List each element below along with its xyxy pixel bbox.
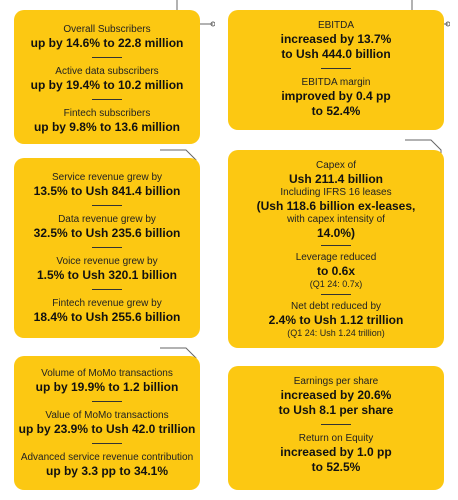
ebitda-value-line1: increased by 13.7% bbox=[280, 32, 392, 46]
capex-intensity-value: 14.0%) bbox=[316, 226, 356, 240]
data-revenue-label: Data revenue grew by bbox=[58, 214, 156, 225]
roe-value-line2: to 52.5% bbox=[311, 460, 361, 474]
ebitda-margin-value-line2: to 52.4% bbox=[311, 104, 361, 118]
eps-value-line2: to Ush 8.1 per share bbox=[278, 403, 394, 417]
divider bbox=[92, 443, 122, 444]
overall-subscribers-label: Overall Subscribers bbox=[63, 24, 151, 35]
momo-value-label: Value of MoMo transactions bbox=[45, 410, 169, 421]
fintech-subscribers-label: Fintech subscribers bbox=[63, 108, 151, 119]
active-data-subscribers-label: Active data subscribers bbox=[55, 66, 159, 77]
fintech-subscribers-value: up by 9.8% to 13.6 million bbox=[33, 120, 181, 134]
ifrs-label: Including IFRS 16 leases bbox=[280, 187, 392, 198]
revenue-card bbox=[14, 158, 200, 338]
roe-label: Return on Equity bbox=[298, 433, 374, 444]
eps-value-line1: increased by 20.6% bbox=[280, 388, 392, 402]
advanced-service-label: Advanced service revenue contribution bbox=[20, 452, 194, 463]
ebitda-card bbox=[228, 10, 444, 130]
divider bbox=[321, 245, 351, 246]
ebitda-margin-value-line1: improved by 0.4 pp bbox=[281, 89, 391, 103]
voice-revenue-label: Voice revenue grew by bbox=[56, 256, 158, 267]
capex-value: Ush 211.4 billion bbox=[288, 172, 384, 186]
fintech-revenue-value: 18.4% to Ush 255.6 billion bbox=[33, 310, 181, 324]
ex-leases-value: (Ush 118.6 billion ex-leases, bbox=[256, 199, 416, 213]
divider bbox=[92, 205, 122, 206]
divider bbox=[92, 401, 122, 402]
momo-volume-value: up by 19.9% to 1.2 billion bbox=[35, 380, 179, 394]
ebitda-margin-label: EBITDA margin bbox=[301, 77, 371, 88]
eps-label: Earnings per share bbox=[293, 376, 379, 387]
subscribers-card bbox=[14, 10, 200, 144]
capex-intensity-label: with capex intensity of bbox=[287, 214, 385, 225]
service-revenue-label: Service revenue grew by bbox=[51, 172, 163, 183]
roe-value-line1: increased by 1.0 pp bbox=[280, 445, 392, 459]
ebitda-label: EBITDA bbox=[317, 20, 355, 31]
divider bbox=[92, 289, 122, 290]
eps-card bbox=[228, 366, 444, 490]
divider bbox=[92, 57, 122, 58]
net-debt-value: 2.4% to Ush 1.12 trillion bbox=[268, 313, 404, 327]
active-data-subscribers-value: up by 19.4% to 10.2 million bbox=[30, 78, 184, 92]
divider bbox=[321, 424, 351, 425]
leverage-value: to 0.6x bbox=[316, 264, 355, 278]
net-debt-note: (Q1 24: Ush 1.24 trillion) bbox=[287, 328, 385, 338]
service-revenue-value: 13.5% to Ush 841.4 billion bbox=[33, 184, 181, 198]
capex-card bbox=[228, 150, 444, 348]
data-revenue-value: 32.5% to Ush 235.6 billion bbox=[33, 226, 181, 240]
momo-card bbox=[14, 356, 200, 490]
divider bbox=[92, 247, 122, 248]
overall-subscribers-value: up by 14.6% to 22.8 million bbox=[30, 36, 184, 50]
momo-volume-label: Volume of MoMo transactions bbox=[41, 368, 173, 379]
leverage-note: (Q1 24: 0.7x) bbox=[309, 279, 363, 289]
voice-revenue-value: 1.5% to Ush 320.1 billion bbox=[36, 268, 178, 282]
ebitda-value-line2: to Ush 444.0 billion bbox=[281, 47, 391, 61]
leverage-label: Leverage reduced bbox=[295, 252, 377, 263]
net-debt-label: Net debt reduced by bbox=[290, 301, 382, 312]
divider bbox=[321, 68, 351, 69]
momo-value-value: up by 23.9% to Ush 42.0 trillion bbox=[18, 422, 196, 436]
divider bbox=[321, 294, 351, 295]
capex-label: Capex of bbox=[315, 160, 357, 171]
fintech-revenue-label: Fintech revenue grew by bbox=[52, 298, 162, 309]
divider bbox=[92, 99, 122, 100]
advanced-service-value: up by 3.3 pp to 34.1% bbox=[45, 464, 169, 478]
